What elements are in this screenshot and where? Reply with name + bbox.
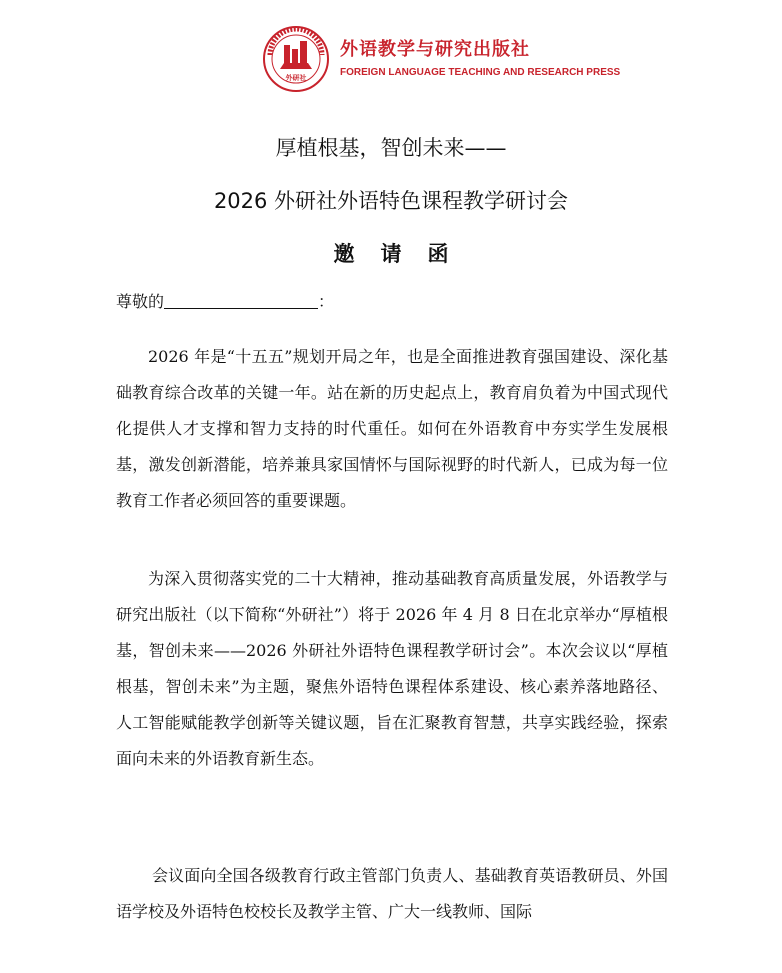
- publisher-header: [262, 25, 621, 97]
- invitation-heading: 邀请函: [333, 242, 475, 266]
- fltrp-logo-icon: [262, 25, 330, 93]
- publisher-name-cn: 外语教学与研究出版社: [340, 39, 530, 60]
- salutation-prefix: 尊敬的: [116, 292, 165, 311]
- paragraph-text: 2026 年是“十五五”规划开局之年，也是全面推进教育强国建设、深化基础教育综合改革的关键一年。站在新的历史起点上，教育肩负着为中国式现代化提供人才支撑和智力支持的时代重任。如何在外语教育中夯实学生发展根基，激发创新潜能，培养兼具家国情怀与国际视野的时代新人，已成为每一位教育工作者必须回答的重要课题。: [116, 347, 668, 510]
- paragraph-text: 会议面向全国各级教育行政主管部门负责人、基础教育英语教研员、外国语学校及外语特色校校长及教学主管、广大一线教师、国际: [116, 866, 668, 921]
- paragraph-1: [116, 339, 668, 519]
- title-line-1: 厚植根基，智创未来——: [275, 136, 507, 160]
- title-line-2: 2026 外研社外语特色课程教学研讨会: [213, 189, 569, 213]
- paragraph-text: 为深入贯彻落实党的二十大精神，推动基础教育高质量发展，外语教学与研究出版社（以下简称“外研社”）将于 2026 年 4 月 8 日在北京举办“厚植根基，智创未来——2026 外研社外语特色课程教学研讨会”。本次会议以“厚植根基，智创未来”为主题，聚焦外语特色课程体系建设、核心素养落地路径、人工智能赋能教学创新等关键议题，旨在汇聚教育智慧，共享实践经验，探索面向未来的外语教育新生态。: [116, 569, 668, 768]
- paragraph-3: [116, 858, 668, 930]
- publisher-name-en: FOREIGN LANGUAGE TEACHING AND RESEARCH PRESS: [340, 67, 621, 78]
- salutation: [116, 289, 334, 312]
- salutation-suffix: ：: [318, 292, 335, 311]
- seal-text: 外研社: [285, 74, 307, 82]
- paragraph-2: [116, 561, 668, 777]
- recipient-blank-line: [164, 291, 318, 309]
